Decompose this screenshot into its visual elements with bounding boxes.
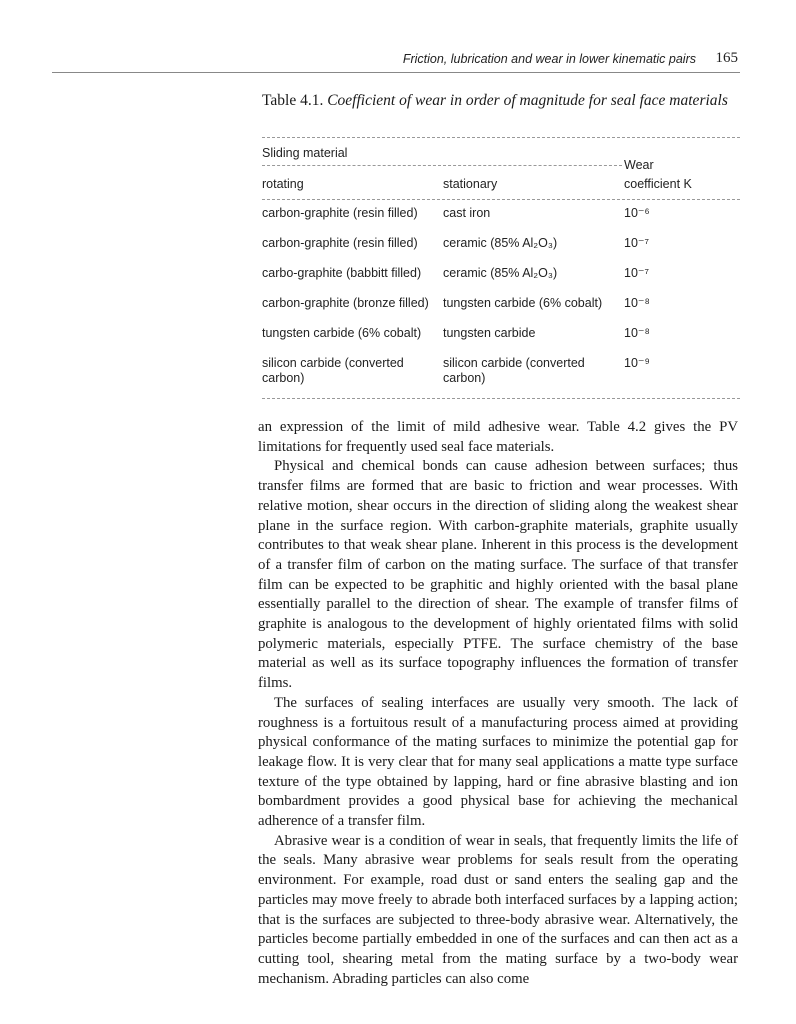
group-header: Sliding material bbox=[262, 146, 348, 160]
col-stationary: stationary bbox=[443, 177, 498, 191]
group-rule bbox=[262, 165, 622, 166]
cell-rotating: carbon-graphite (bronze filled) bbox=[262, 296, 429, 310]
table-row bbox=[262, 236, 740, 270]
cell-rotating: tungsten carbide (6% cobalt) bbox=[262, 326, 422, 340]
table-row bbox=[262, 296, 740, 330]
cell-stationary: silicon carbide (converted carbon) bbox=[443, 356, 585, 385]
cell-coefficient: 10⁻⁸ bbox=[624, 296, 650, 310]
paragraph: an expression of the limit of mild adhesive wear. Table 4.2 gives the PV limitations for frequently used seal face materials. bbox=[258, 419, 738, 455]
cell-stationary: ceramic (85% Al₂O₃) bbox=[443, 266, 558, 280]
table-row bbox=[262, 356, 740, 390]
table-top-rule bbox=[262, 137, 740, 138]
cell-coefficient: 10⁻⁶ bbox=[624, 206, 650, 220]
table-bottom-rule bbox=[262, 398, 740, 399]
cell-rotating: silicon carbide (converted carbon) bbox=[262, 356, 404, 385]
table-row bbox=[262, 266, 740, 300]
cell-rotating: carbon-graphite (resin filled) bbox=[262, 206, 418, 220]
cell-rotating: carbon-graphite (resin filled) bbox=[262, 236, 418, 250]
cell-coefficient: 10⁻⁹ bbox=[624, 356, 650, 370]
page-number: 165 bbox=[715, 50, 738, 66]
table-caption-label: Table 4.1. bbox=[262, 92, 324, 109]
cell-stationary: ceramic (85% Al₂O₃) bbox=[443, 236, 558, 250]
cell-stationary: tungsten carbide bbox=[443, 326, 536, 340]
cell-coefficient: 10⁻⁸ bbox=[624, 326, 650, 340]
running-title: Friction, lubrication and wear in lower kinematic pairs bbox=[402, 52, 696, 66]
body-text bbox=[258, 418, 738, 989]
table-row bbox=[262, 206, 740, 240]
col-wear-top: Wear bbox=[624, 158, 654, 172]
col-wear-bottom: coefficient K bbox=[624, 177, 692, 191]
table-caption-title: Coefficient of wear in order of magnitude for seal face materials bbox=[327, 92, 728, 109]
running-header bbox=[0, 50, 738, 70]
col-rotating: rotating bbox=[262, 177, 304, 191]
cell-rotating: carbo-graphite (babbitt filled) bbox=[262, 266, 422, 280]
paragraph: Physical and chemical bonds can cause adhesion between surfaces; thus transfer films are formed that are basic to friction and wear processes. With relative motion, shear occurs in the direction of sliding along the weakest shear plane in the surface region. With carbon-graphite materials, graphite usually contributes to that weak shear plane. Inherent in this process is the development of a transfer film of carbon on the mating surface. The surface of that transfer film can be expected to be graphitic and highly oriented with the basal plane essentially parallel to the direction of shear. The example of transfer films of graphite is analogous to the development of highly orientated films with solid polymeric materials, especially PTFE. The surface chemistry of the base material as well as its surface topography influences the formation of transfer films. bbox=[258, 458, 738, 692]
cell-stationary: tungsten carbide (6% cobalt) bbox=[443, 296, 603, 310]
cell-coefficient: 10⁻⁷ bbox=[624, 236, 650, 250]
paragraph: The surfaces of sealing interfaces are usually very smooth. The lack of roughness is a fortuitous result of a manufacturing process aimed at providing physical conformance of the mating surfaces to minimize the potential gap for leakage flow. It is very clear that for many seal applications a matte type surface texture of the type obtained by lapping, hard or fine abrasive blasting and ion bombardment provides a good physical base for achieving the mechanical adherence of a transfer film. bbox=[258, 694, 738, 830]
table-body bbox=[262, 206, 740, 396]
header-bottom-rule bbox=[262, 199, 740, 200]
paragraph: Abrasive wear is a condition of wear in seals, that frequently limits the life of the seals. Many abrasive wear problems for seals result from the operating environment. For example, road dust or sand enters the sealing gap and the particles may move freely to abrade both interfaced surfaces by a lapping action; that is the surfaces are subjected to three-body abrasive wear. Alternatively, the particles become partially embedded in one of the surfaces and can then act as a cutting tool, shearing metal from the mating surface by a two-body wear mechanism. Abrading particles can also come bbox=[258, 832, 738, 987]
header-rule bbox=[52, 72, 740, 73]
cell-coefficient: 10⁻⁷ bbox=[624, 266, 650, 280]
cell-stationary: cast iron bbox=[443, 206, 491, 220]
table-row bbox=[262, 326, 740, 360]
table-caption bbox=[262, 91, 742, 111]
